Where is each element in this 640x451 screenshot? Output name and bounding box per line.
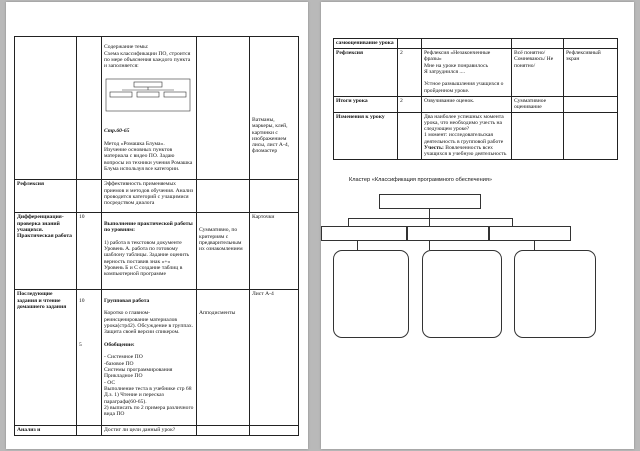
summary-text: - Системное ПО -базовое ПО Системы программирования Прикладное ПО - ОС Выполнение теста в учебнике стр 68 Д.з. 1) Чтение и пересказ параграфа(60-65). 2) выписать по 2 примера различного вида ПО bbox=[104, 354, 194, 418]
cluster-box-programming bbox=[407, 226, 489, 241]
applause-cell: Апподисменты bbox=[197, 290, 250, 425]
page-ref: Стр.60-65 bbox=[104, 128, 130, 135]
reflection-label-2: Рефлексия bbox=[334, 49, 398, 97]
cluster-root-box bbox=[379, 194, 481, 209]
materials-cell: Ватманы, маркеры, клей, картинки с изображением лисы, лист А-4, фломастер bbox=[250, 37, 299, 180]
cluster-leaf-box-2 bbox=[422, 250, 502, 338]
page-right bbox=[321, 2, 634, 449]
results-label: Итоги урока bbox=[334, 97, 398, 113]
analysis-text: Достиг ли цели данный урок? bbox=[102, 425, 197, 435]
minutes-b: 5 bbox=[79, 342, 82, 349]
summary-title: Обобщение: bbox=[104, 341, 135, 348]
table-row bbox=[334, 39, 618, 49]
minutes-a: 10 bbox=[79, 297, 85, 304]
cluster-title: Кластер «Классификация программного обеспечения» bbox=[349, 177, 492, 183]
method-text: Метод «Ромашка Блума». Изучение основных пунктов материала с видео ПО. Задаю вопросы из техники учения Ромашка Блума используя все категории. bbox=[104, 140, 193, 172]
changes-text: Два наиболее успешных момента урока, что необходимо учесть на следующем уроке? 1 момент: исследовательская деятельность в групповой работе bbox=[424, 113, 504, 145]
homework-minutes bbox=[77, 290, 102, 425]
diff-minutes: 10 bbox=[77, 213, 102, 290]
group-work-cell bbox=[102, 290, 197, 425]
cluster-leaf-box-1 bbox=[333, 250, 409, 338]
practice-cell bbox=[102, 213, 197, 290]
content-text: Содержание темы: Схема классификации ПО, строится по мере объяснения каждого пункта и заполняется: bbox=[104, 44, 191, 70]
table-row bbox=[15, 37, 299, 180]
summative-text: Суммативное оценивание bbox=[512, 97, 564, 113]
table-row bbox=[15, 213, 299, 290]
reflection-label: Рефлексия bbox=[15, 180, 77, 213]
table-row bbox=[15, 290, 299, 425]
connector-line bbox=[512, 218, 513, 226]
group-work-title: Групповая работа bbox=[104, 297, 150, 304]
lesson-plan-table bbox=[14, 36, 299, 436]
connector-line bbox=[429, 218, 430, 226]
table-row bbox=[334, 49, 618, 97]
cluster-box-system bbox=[321, 226, 407, 241]
content-cell bbox=[102, 37, 197, 180]
connector-line bbox=[429, 240, 430, 250]
table-row bbox=[15, 425, 299, 435]
mini-scheme-icon bbox=[104, 78, 192, 112]
page-left bbox=[6, 2, 308, 449]
reflection-phrases: Рефлексия «Незаконченные фразы» Мне на уроке понравилось Я затруднился .... Устное размышления учащихся о пройденном уроке. bbox=[422, 49, 512, 97]
homework-label: Последующие задания и чтение домашнего задания bbox=[15, 290, 77, 425]
connector-line bbox=[429, 208, 430, 218]
sheet-cell: Лист А-4 bbox=[250, 290, 299, 425]
changes-cell bbox=[422, 112, 512, 159]
lesson-plan-table-2 bbox=[333, 38, 618, 160]
assessment-cell: Суммативно, по критериям с предварительным их ознакомлением bbox=[197, 213, 250, 290]
reflection-minutes: 2 bbox=[398, 49, 422, 97]
self-assessment-label: самооценивание урока bbox=[334, 39, 398, 49]
group-work-text: Коротко о главном- реинсценирование материалов урока(стр42). Обсуждение в группах. Защита своей версии спикером. bbox=[104, 310, 194, 336]
understanding-options: Всё понятно/ Сомневаюсь/ Не понятно/ bbox=[512, 49, 564, 97]
reflection-screen: Рефлексивный экран bbox=[564, 49, 618, 97]
consider-label: Учесть: bbox=[424, 145, 444, 152]
analysis-label: Анализ и bbox=[15, 425, 77, 435]
practice-title: Выполнение практической работы по уровням: bbox=[104, 220, 193, 234]
reflection-text: Эффективность применяемых приемов и методов обучения. Анализ проводится категорий с учащимися посредством диалога bbox=[102, 180, 197, 213]
consider-text: Вовлеченность всех учащихся в учебную деятельность bbox=[424, 145, 507, 158]
connector-line bbox=[534, 240, 535, 250]
practice-text: 1) работа в текстовом документе Уровень А. работа по готовому шаблону таблицы. Задание оценить верность поставив знак «+» Уровень Б и С создание таблиц в компьютерной программе bbox=[104, 239, 190, 278]
results-minutes: 2 bbox=[398, 97, 422, 113]
table-row bbox=[334, 97, 618, 113]
connector-line bbox=[348, 218, 349, 226]
diff-label: Дифференциация-проверка знаний учащихся. Практическая работа bbox=[15, 213, 77, 290]
cluster-box-applied bbox=[489, 226, 571, 241]
results-text: Озвучивание оценок. bbox=[422, 97, 512, 113]
table-row bbox=[15, 180, 299, 213]
table-row bbox=[334, 112, 618, 159]
connector-line bbox=[357, 240, 358, 250]
connector-line bbox=[348, 218, 513, 219]
cluster-leaf-box-3 bbox=[514, 250, 596, 338]
cards-cell: Карточки bbox=[250, 213, 299, 290]
changes-label: Изменения к уроку bbox=[334, 112, 398, 159]
